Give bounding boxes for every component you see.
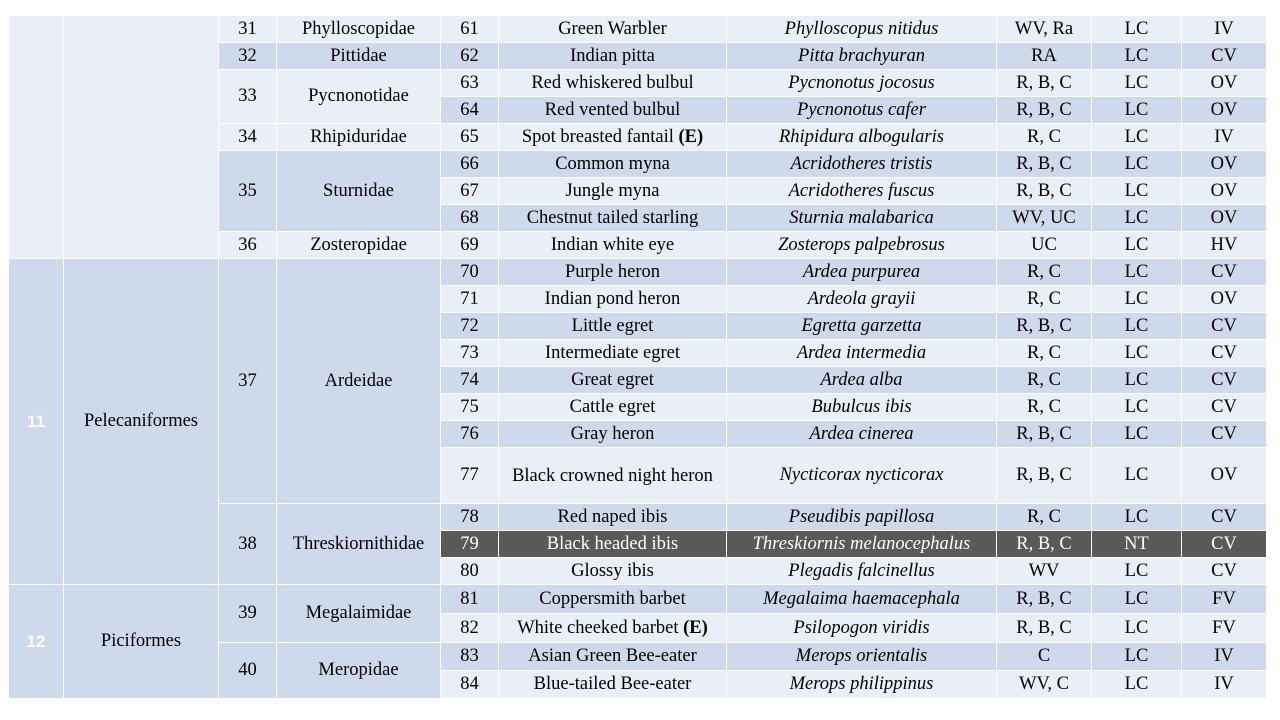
scientific-name: Ardea purpurea (727, 259, 997, 286)
status-cell: UC (997, 232, 1092, 259)
status-cell: R, B, C (997, 178, 1092, 205)
order-name (64, 16, 219, 259)
iucn-cell: NT (1092, 531, 1182, 558)
table-row (9, 16, 1267, 43)
common-name: Little egret (499, 313, 727, 340)
family-number: 39 (219, 585, 277, 643)
order-number: 11 (9, 259, 64, 585)
iucn-cell: LC (1092, 313, 1182, 340)
guild-cell: CV (1182, 531, 1267, 558)
scientific-name: Acridotheres fuscus (727, 178, 997, 205)
family-number: 36 (219, 232, 277, 259)
species-number: 82 (441, 614, 499, 643)
guild-cell: OV (1182, 448, 1267, 504)
guild-cell: IV (1182, 16, 1267, 43)
species-number: 66 (441, 151, 499, 178)
common-name: Blue-tailed Bee-eater (499, 671, 727, 699)
common-name: Spot breasted fantail (E) (499, 124, 727, 151)
status-cell: WV, C (997, 671, 1092, 699)
scientific-name: Phylloscopus nitidus (727, 16, 997, 43)
iucn-cell: LC (1092, 124, 1182, 151)
common-name: White cheeked barbet (E) (499, 614, 727, 643)
status-cell: WV (997, 558, 1092, 585)
scientific-name: Sturnia malabarica (727, 205, 997, 232)
iucn-cell: LC (1092, 558, 1182, 585)
table-row (9, 259, 1267, 286)
guild-cell: OV (1182, 151, 1267, 178)
common-name: Common myna (499, 151, 727, 178)
guild-cell: OV (1182, 286, 1267, 313)
common-name: Red vented bulbul (499, 97, 727, 124)
iucn-cell: LC (1092, 178, 1182, 205)
species-number: 62 (441, 43, 499, 70)
status-cell: R, B, C (997, 531, 1092, 558)
guild-cell: OV (1182, 70, 1267, 97)
species-number: 84 (441, 671, 499, 699)
common-name: Jungle myna (499, 178, 727, 205)
iucn-cell: LC (1092, 421, 1182, 448)
status-cell: R, C (997, 259, 1092, 286)
iucn-cell: LC (1092, 97, 1182, 124)
scientific-name: Megalaima haemacephala (727, 585, 997, 614)
status-cell: R, C (997, 286, 1092, 313)
iucn-cell: LC (1092, 614, 1182, 643)
common-name: Purple heron (499, 259, 727, 286)
iucn-cell: LC (1092, 286, 1182, 313)
status-cell: R, C (997, 124, 1092, 151)
scientific-name: Nycticorax nycticorax (727, 448, 997, 504)
status-cell: R, B, C (997, 585, 1092, 614)
common-name: Glossy ibis (499, 558, 727, 585)
species-number: 76 (441, 421, 499, 448)
guild-cell: CV (1182, 313, 1267, 340)
species-number: 61 (441, 16, 499, 43)
scientific-name: Merops philippinus (727, 671, 997, 699)
iucn-cell: LC (1092, 504, 1182, 531)
iucn-cell: LC (1092, 259, 1182, 286)
species-number: 63 (441, 70, 499, 97)
guild-cell: CV (1182, 43, 1267, 70)
family-number: 32 (219, 43, 277, 70)
species-number: 67 (441, 178, 499, 205)
family-name: Zosteropidae (277, 232, 441, 259)
status-cell: R, C (997, 504, 1092, 531)
guild-cell: CV (1182, 421, 1267, 448)
guild-cell: CV (1182, 367, 1267, 394)
status-cell: R, B, C (997, 151, 1092, 178)
family-name: Threskiornithidae (277, 504, 441, 585)
species-number: 75 (441, 394, 499, 421)
status-cell: R, C (997, 394, 1092, 421)
scientific-name: Threskiornis melanocephalus (727, 531, 997, 558)
status-cell: R, B, C (997, 448, 1092, 504)
common-name: Great egret (499, 367, 727, 394)
status-cell: WV, UC (997, 205, 1092, 232)
guild-cell: FV (1182, 614, 1267, 643)
species-number: 74 (441, 367, 499, 394)
scientific-name: Pycnonotus cafer (727, 97, 997, 124)
family-number: 37 (219, 259, 277, 504)
guild-cell: IV (1182, 124, 1267, 151)
scientific-name: Rhipidura albogularis (727, 124, 997, 151)
species-number: 81 (441, 585, 499, 614)
common-name: Indian white eye (499, 232, 727, 259)
scientific-name: Bubulcus ibis (727, 394, 997, 421)
iucn-cell: LC (1092, 585, 1182, 614)
common-name: Coppersmith barbet (499, 585, 727, 614)
species-number: 83 (441, 643, 499, 671)
scientific-name: Pseudibis papillosa (727, 504, 997, 531)
status-cell: R, B, C (997, 614, 1092, 643)
species-number: 65 (441, 124, 499, 151)
family-number: 40 (219, 643, 277, 699)
order-number (9, 16, 64, 259)
scientific-name: Plegadis falcinellus (727, 558, 997, 585)
table-row (9, 585, 1267, 614)
family-number: 31 (219, 16, 277, 43)
common-name: Gray heron (499, 421, 727, 448)
species-number: 71 (441, 286, 499, 313)
scientific-name: Zosterops palpebrosus (727, 232, 997, 259)
endemic-mark: (E) (683, 617, 708, 638)
common-name: Cattle egret (499, 394, 727, 421)
family-name: Megalaimidae (277, 585, 441, 643)
family-number: 33 (219, 70, 277, 124)
iucn-cell: LC (1092, 340, 1182, 367)
guild-cell: CV (1182, 558, 1267, 585)
family-name: Rhipiduridae (277, 124, 441, 151)
guild-cell: IV (1182, 643, 1267, 671)
common-name: Chestnut tailed starling (499, 205, 727, 232)
iucn-cell: LC (1092, 205, 1182, 232)
guild-cell: CV (1182, 259, 1267, 286)
scientific-name: Ardeola grayii (727, 286, 997, 313)
iucn-cell: LC (1092, 367, 1182, 394)
common-name: Asian Green Bee-eater (499, 643, 727, 671)
endemic-mark: (E) (678, 126, 704, 147)
status-cell: R, B, C (997, 421, 1092, 448)
scientific-name: Pycnonotus jocosus (727, 70, 997, 97)
species-number: 80 (441, 558, 499, 585)
iucn-cell: LC (1092, 671, 1182, 699)
species-number: 79 (441, 531, 499, 558)
status-cell: RA (997, 43, 1092, 70)
guild-cell: CV (1182, 340, 1267, 367)
common-name: Black headed ibis (499, 531, 727, 558)
iucn-cell: LC (1092, 643, 1182, 671)
order-name: Pelecaniformes (64, 259, 219, 585)
scientific-name: Psilopogon viridis (727, 614, 997, 643)
common-name: Red whiskered bulbul (499, 70, 727, 97)
scientific-name: Ardea alba (727, 367, 997, 394)
iucn-cell: LC (1092, 43, 1182, 70)
species-number: 78 (441, 504, 499, 531)
scientific-name: Egretta garzetta (727, 313, 997, 340)
scientific-name: Acridotheres tristis (727, 151, 997, 178)
family-name: Pycnonotidae (277, 70, 441, 124)
guild-cell: CV (1182, 394, 1267, 421)
status-cell: R, B, C (997, 313, 1092, 340)
order-name: Piciformes (64, 585, 219, 699)
common-name: Intermediate egret (499, 340, 727, 367)
guild-cell: OV (1182, 97, 1267, 124)
common-name: Black crowned night heron (499, 448, 727, 504)
guild-cell: FV (1182, 585, 1267, 614)
common-name: Green Warbler (499, 16, 727, 43)
family-name: Pittidae (277, 43, 441, 70)
species-number: 72 (441, 313, 499, 340)
guild-cell: CV (1182, 504, 1267, 531)
status-cell: C (997, 643, 1092, 671)
family-name: Ardeidae (277, 259, 441, 504)
iucn-cell: LC (1092, 16, 1182, 43)
species-number: 68 (441, 205, 499, 232)
iucn-cell: LC (1092, 70, 1182, 97)
scientific-name: Ardea intermedia (727, 340, 997, 367)
common-name: Indian pitta (499, 43, 727, 70)
iucn-cell: LC (1092, 232, 1182, 259)
species-number: 69 (441, 232, 499, 259)
guild-cell: IV (1182, 671, 1267, 699)
status-cell: WV, Ra (997, 16, 1092, 43)
common-name: Red naped ibis (499, 504, 727, 531)
family-number: 38 (219, 504, 277, 585)
species-table (8, 15, 1267, 699)
species-number: 70 (441, 259, 499, 286)
guild-cell: OV (1182, 205, 1267, 232)
status-cell: R, C (997, 367, 1092, 394)
iucn-cell: LC (1092, 394, 1182, 421)
family-name: Meropidae (277, 643, 441, 699)
status-cell: R, C (997, 340, 1092, 367)
common-name: Indian pond heron (499, 286, 727, 313)
family-number: 35 (219, 151, 277, 232)
species-number: 77 (441, 448, 499, 504)
guild-cell: OV (1182, 178, 1267, 205)
scientific-name: Merops orientalis (727, 643, 997, 671)
scientific-name: Pitta brachyuran (727, 43, 997, 70)
iucn-cell: LC (1092, 448, 1182, 504)
family-name: Phylloscopidae (277, 16, 441, 43)
family-number: 34 (219, 124, 277, 151)
order-number: 12 (9, 585, 64, 699)
species-number: 64 (441, 97, 499, 124)
guild-cell: HV (1182, 232, 1267, 259)
iucn-cell: LC (1092, 151, 1182, 178)
status-cell: R, B, C (997, 70, 1092, 97)
family-name: Sturnidae (277, 151, 441, 232)
species-number: 73 (441, 340, 499, 367)
status-cell: R, B, C (997, 97, 1092, 124)
scientific-name: Ardea cinerea (727, 421, 997, 448)
